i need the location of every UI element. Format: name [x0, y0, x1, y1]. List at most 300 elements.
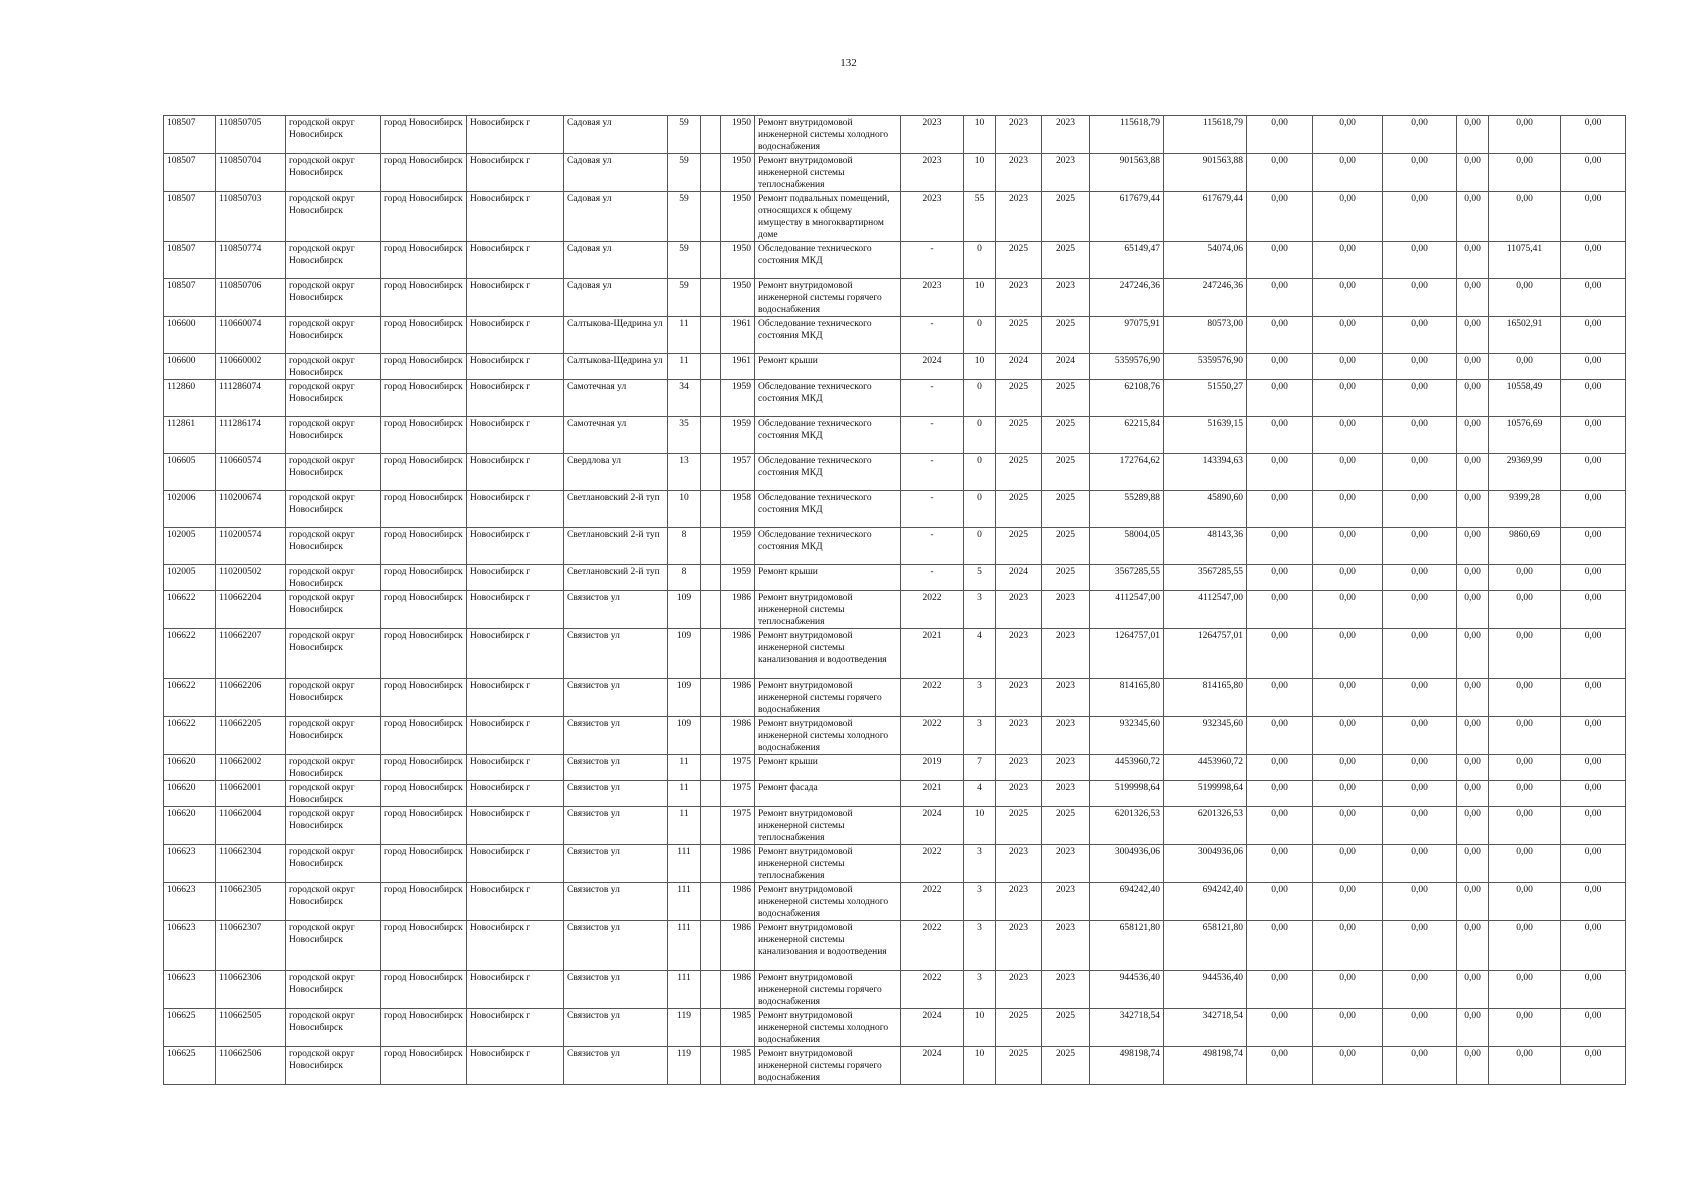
cell-wear: 3: [964, 679, 996, 717]
cell-total-cost: 932345,60: [1090, 717, 1164, 755]
cell-wear: 0: [964, 317, 996, 354]
cell-building: [701, 454, 721, 491]
cell-year-built: 1985: [721, 1009, 755, 1047]
cell-wear: 10: [964, 116, 996, 154]
cell-house-number: 59: [668, 116, 701, 154]
cell-plan-start: 2025: [996, 454, 1042, 491]
cell-year-built: 1986: [721, 717, 755, 755]
cell-settlement: город Новосибирск: [381, 192, 467, 242]
table-row: [164, 781, 1626, 807]
cell-plan-end: 2025: [1042, 565, 1090, 591]
cell-plan-end: 2025: [1042, 242, 1090, 279]
cell-regional-budget: 0,00: [1313, 591, 1383, 629]
cell-building: [701, 883, 721, 921]
cell-wear: 0: [964, 528, 996, 565]
cell-extra: 0,00: [1561, 717, 1626, 755]
cell-last-repair-year: 2023: [901, 116, 964, 154]
cell-plan-end: 2023: [1042, 629, 1090, 679]
cell-municipality: городской округ Новосибирск: [286, 154, 381, 192]
cell-house-code: 106622: [164, 629, 216, 679]
cell-plan-start: 2025: [996, 417, 1042, 454]
cell-local-budget: 0,00: [1383, 883, 1457, 921]
cell-municipality: городской округ Новосибирск: [286, 380, 381, 417]
cell-federal-budget: 0,00: [1247, 971, 1313, 1009]
cell-work-type: Обследование технического состояния МКД: [755, 454, 901, 491]
cell-house-number: 111: [668, 883, 701, 921]
cell-locality: Новосибирск г: [467, 781, 564, 807]
cell-total-cost: 498198,74: [1090, 1047, 1164, 1085]
cell-work-code: 110850704: [216, 154, 286, 192]
cell-fund-amount: 5199998,64: [1164, 781, 1247, 807]
cell-local-budget: 0,00: [1383, 591, 1457, 629]
cell-year-built: 1950: [721, 279, 755, 317]
cell-fund-amount: 51550,27: [1164, 380, 1247, 417]
cell-federal-budget: 0,00: [1247, 1047, 1313, 1085]
cell-locality: Новосибирск г: [467, 845, 564, 883]
cell-total-cost: 5199998,64: [1090, 781, 1164, 807]
cell-street: Самотечная ул: [564, 380, 668, 417]
cell-locality: Новосибирск г: [467, 1047, 564, 1085]
cell-total-cost: 342718,54: [1090, 1009, 1164, 1047]
cell-street: Садовая ул: [564, 116, 668, 154]
cell-building: [701, 807, 721, 845]
cell-last-repair-year: 2022: [901, 591, 964, 629]
cell-wear: 10: [964, 1047, 996, 1085]
cell-work-code: 110660002: [216, 354, 286, 380]
cell-regional-budget: 0,00: [1313, 380, 1383, 417]
cell-year-built: 1986: [721, 629, 755, 679]
cell-building: [701, 921, 721, 971]
cell-work-code: 110662205: [216, 717, 286, 755]
cell-settlement: город Новосибирск: [381, 971, 467, 1009]
cell-last-repair-year: -: [901, 242, 964, 279]
cell-plan-end: 2025: [1042, 1009, 1090, 1047]
cell-year-built: 1975: [721, 755, 755, 781]
cell-other: 0,00: [1457, 154, 1489, 192]
cell-work-code: 111286074: [216, 380, 286, 417]
cell-year-built: 1986: [721, 921, 755, 971]
cell-work-type: Обследование технического состояния МКД: [755, 317, 901, 354]
cell-last-repair-year: 2023: [901, 279, 964, 317]
cell-house-code: 106622: [164, 679, 216, 717]
cell-plan-start: 2023: [996, 629, 1042, 679]
cell-settlement: город Новосибирск: [381, 116, 467, 154]
cell-wear: 0: [964, 417, 996, 454]
cell-building: [701, 755, 721, 781]
cell-plan-start: 2023: [996, 192, 1042, 242]
cell-house-code: 106623: [164, 971, 216, 1009]
cell-other: 0,00: [1457, 781, 1489, 807]
cell-house-number: 111: [668, 845, 701, 883]
table-row: [164, 1047, 1626, 1085]
cell-settlement: город Новосибирск: [381, 154, 467, 192]
cell-other: 0,00: [1457, 1009, 1489, 1047]
cell-local-budget: 0,00: [1383, 971, 1457, 1009]
cell-wear: 10: [964, 354, 996, 380]
cell-municipality: городской округ Новосибирск: [286, 192, 381, 242]
cell-work-type: Ремонт внутридомовой инженерной системы холодного водоснабжения: [755, 1009, 901, 1047]
cell-owner-funds: 0,00: [1489, 679, 1561, 717]
cell-plan-end: 2023: [1042, 845, 1090, 883]
cell-federal-budget: 0,00: [1247, 417, 1313, 454]
cell-regional-budget: 0,00: [1313, 317, 1383, 354]
cell-extra: 0,00: [1561, 883, 1626, 921]
cell-last-repair-year: 2024: [901, 354, 964, 380]
cell-wear: 3: [964, 971, 996, 1009]
cell-building: [701, 1009, 721, 1047]
cell-fund-amount: 342718,54: [1164, 1009, 1247, 1047]
cell-extra: 0,00: [1561, 845, 1626, 883]
cell-building: [701, 354, 721, 380]
cell-house-code: 106623: [164, 921, 216, 971]
cell-year-built: 1950: [721, 116, 755, 154]
cell-extra: 0,00: [1561, 242, 1626, 279]
cell-year-built: 1986: [721, 679, 755, 717]
table-row: [164, 116, 1626, 154]
cell-work-type: Обследование технического состояния МКД: [755, 242, 901, 279]
cell-local-budget: 0,00: [1383, 629, 1457, 679]
cell-other: 0,00: [1457, 591, 1489, 629]
cell-local-budget: 0,00: [1383, 116, 1457, 154]
table-row: [164, 417, 1626, 454]
cell-locality: Новосибирск г: [467, 317, 564, 354]
cell-local-budget: 0,00: [1383, 528, 1457, 565]
cell-extra: 0,00: [1561, 565, 1626, 591]
cell-last-repair-year: -: [901, 417, 964, 454]
cell-plan-end: 2025: [1042, 528, 1090, 565]
cell-settlement: город Новосибирск: [381, 781, 467, 807]
cell-street: Садовая ул: [564, 154, 668, 192]
cell-settlement: город Новосибирск: [381, 807, 467, 845]
cell-wear: 3: [964, 883, 996, 921]
cell-local-budget: 0,00: [1383, 380, 1457, 417]
cell-municipality: городской округ Новосибирск: [286, 717, 381, 755]
cell-plan-start: 2023: [996, 781, 1042, 807]
cell-plan-start: 2025: [996, 491, 1042, 528]
cell-regional-budget: 0,00: [1313, 755, 1383, 781]
cell-house-number: 35: [668, 417, 701, 454]
cell-house-code: 108507: [164, 192, 216, 242]
cell-owner-funds: 16502,91: [1489, 317, 1561, 354]
cell-house-number: 34: [668, 380, 701, 417]
cell-work-code: 110850706: [216, 279, 286, 317]
cell-work-type: Ремонт внутридомовой инженерной системы канализования и водоотведения: [755, 629, 901, 679]
cell-federal-budget: 0,00: [1247, 717, 1313, 755]
cell-locality: Новосибирск г: [467, 971, 564, 1009]
cell-plan-start: 2025: [996, 807, 1042, 845]
cell-plan-start: 2025: [996, 380, 1042, 417]
cell-plan-end: 2023: [1042, 971, 1090, 1009]
cell-local-budget: 0,00: [1383, 755, 1457, 781]
cell-street: Связистов ул: [564, 781, 668, 807]
cell-fund-amount: 247246,36: [1164, 279, 1247, 317]
cell-municipality: городской округ Новосибирск: [286, 921, 381, 971]
cell-settlement: город Новосибирск: [381, 528, 467, 565]
cell-total-cost: 814165,80: [1090, 679, 1164, 717]
cell-wear: 0: [964, 491, 996, 528]
cell-house-code: 106620: [164, 781, 216, 807]
cell-work-code: 110662304: [216, 845, 286, 883]
cell-fund-amount: 143394,63: [1164, 454, 1247, 491]
cell-building: [701, 380, 721, 417]
cell-other: 0,00: [1457, 528, 1489, 565]
cell-other: 0,00: [1457, 242, 1489, 279]
cell-regional-budget: 0,00: [1313, 192, 1383, 242]
cell-house-number: 111: [668, 971, 701, 1009]
cell-other: 0,00: [1457, 279, 1489, 317]
cell-building: [701, 679, 721, 717]
cell-municipality: городской округ Новосибирск: [286, 417, 381, 454]
cell-fund-amount: 4112547,00: [1164, 591, 1247, 629]
table-row: [164, 154, 1626, 192]
cell-fund-amount: 944536,40: [1164, 971, 1247, 1009]
cell-building: [701, 781, 721, 807]
cell-work-code: 110662206: [216, 679, 286, 717]
cell-owner-funds: 0,00: [1489, 845, 1561, 883]
cell-plan-start: 2025: [996, 528, 1042, 565]
cell-last-repair-year: -: [901, 380, 964, 417]
cell-settlement: город Новосибирск: [381, 317, 467, 354]
cell-municipality: городской округ Новосибирск: [286, 883, 381, 921]
cell-owner-funds: 0,00: [1489, 807, 1561, 845]
cell-plan-start: 2025: [996, 1009, 1042, 1047]
cell-fund-amount: 1264757,01: [1164, 629, 1247, 679]
cell-local-budget: 0,00: [1383, 717, 1457, 755]
cell-federal-budget: 0,00: [1247, 591, 1313, 629]
cell-owner-funds: 9860,69: [1489, 528, 1561, 565]
cell-building: [701, 417, 721, 454]
cell-work-type: Обследование технического состояния МКД: [755, 380, 901, 417]
cell-municipality: городской округ Новосибирск: [286, 565, 381, 591]
cell-extra: 0,00: [1561, 807, 1626, 845]
cell-fund-amount: 80573,00: [1164, 317, 1247, 354]
cell-house-number: 13: [668, 454, 701, 491]
cell-house-code: 106620: [164, 807, 216, 845]
cell-house-code: 106600: [164, 317, 216, 354]
cell-work-code: 110662505: [216, 1009, 286, 1047]
cell-work-code: 110660074: [216, 317, 286, 354]
cell-house-number: 119: [668, 1047, 701, 1085]
cell-locality: Новосибирск г: [467, 921, 564, 971]
cell-year-built: 1957: [721, 454, 755, 491]
cell-owner-funds: 0,00: [1489, 883, 1561, 921]
cell-building: [701, 154, 721, 192]
cell-year-built: 1950: [721, 192, 755, 242]
cell-building: [701, 317, 721, 354]
cell-local-budget: 0,00: [1383, 417, 1457, 454]
cell-other: 0,00: [1457, 971, 1489, 1009]
cell-extra: 0,00: [1561, 1009, 1626, 1047]
cell-extra: 0,00: [1561, 417, 1626, 454]
cell-fund-amount: 3567285,55: [1164, 565, 1247, 591]
cell-total-cost: 4112547,00: [1090, 591, 1164, 629]
cell-municipality: городской округ Новосибирск: [286, 116, 381, 154]
cell-building: [701, 528, 721, 565]
cell-building: [701, 279, 721, 317]
cell-locality: Новосибирск г: [467, 279, 564, 317]
cell-street: Связистов ул: [564, 807, 668, 845]
cell-local-budget: 0,00: [1383, 781, 1457, 807]
cell-regional-budget: 0,00: [1313, 116, 1383, 154]
cell-house-number: 59: [668, 192, 701, 242]
cell-building: [701, 116, 721, 154]
cell-year-built: 1986: [721, 883, 755, 921]
cell-work-code: 110662506: [216, 1047, 286, 1085]
cell-work-type: Обследование технического состояния МКД: [755, 528, 901, 565]
cell-regional-budget: 0,00: [1313, 354, 1383, 380]
cell-owner-funds: 0,00: [1489, 591, 1561, 629]
cell-wear: 10: [964, 279, 996, 317]
cell-house-code: 106622: [164, 591, 216, 629]
cell-work-code: 110850705: [216, 116, 286, 154]
cell-municipality: городской округ Новосибирск: [286, 279, 381, 317]
cell-total-cost: 1264757,01: [1090, 629, 1164, 679]
cell-house-code: 108507: [164, 242, 216, 279]
cell-total-cost: 58004,05: [1090, 528, 1164, 565]
cell-street: Связистов ул: [564, 591, 668, 629]
cell-house-code: 106600: [164, 354, 216, 380]
cell-total-cost: 97075,91: [1090, 317, 1164, 354]
cell-last-repair-year: -: [901, 565, 964, 591]
table-row: [164, 1009, 1626, 1047]
cell-street: Связистов ул: [564, 679, 668, 717]
cell-fund-amount: 115618,79: [1164, 116, 1247, 154]
table-row: [164, 845, 1626, 883]
cell-year-built: 1986: [721, 591, 755, 629]
table-row: [164, 807, 1626, 845]
cell-total-cost: 4453960,72: [1090, 755, 1164, 781]
cell-work-type: Ремонт внутридомовой инженерной системы теплоснабжения: [755, 591, 901, 629]
cell-last-repair-year: 2022: [901, 921, 964, 971]
cell-federal-budget: 0,00: [1247, 317, 1313, 354]
cell-municipality: городской округ Новосибирск: [286, 242, 381, 279]
cell-locality: Новосибирск г: [467, 591, 564, 629]
cell-regional-budget: 0,00: [1313, 1009, 1383, 1047]
cell-municipality: городской округ Новосибирск: [286, 679, 381, 717]
cell-locality: Новосибирск г: [467, 380, 564, 417]
cell-settlement: город Новосибирск: [381, 242, 467, 279]
cell-regional-budget: 0,00: [1313, 565, 1383, 591]
cell-plan-end: 2025: [1042, 417, 1090, 454]
cell-work-type: Обследование технического состояния МКД: [755, 491, 901, 528]
cell-street: Садовая ул: [564, 192, 668, 242]
cell-locality: Новосибирск г: [467, 116, 564, 154]
cell-settlement: город Новосибирск: [381, 591, 467, 629]
cell-house-number: 11: [668, 354, 701, 380]
cell-other: 0,00: [1457, 717, 1489, 755]
cell-total-cost: 6201326,53: [1090, 807, 1164, 845]
cell-plan-start: 2025: [996, 242, 1042, 279]
cell-building: [701, 717, 721, 755]
cell-house-code: 106625: [164, 1009, 216, 1047]
cell-local-budget: 0,00: [1383, 317, 1457, 354]
cell-municipality: городской округ Новосибирск: [286, 354, 381, 380]
cell-work-code: 110662306: [216, 971, 286, 1009]
cell-regional-budget: 0,00: [1313, 1047, 1383, 1085]
cell-street: Светлановский 2-й туп: [564, 528, 668, 565]
cell-house-number: 8: [668, 528, 701, 565]
cell-plan-end: 2023: [1042, 717, 1090, 755]
cell-owner-funds: 0,00: [1489, 154, 1561, 192]
cell-federal-budget: 0,00: [1247, 242, 1313, 279]
cell-fund-amount: 6201326,53: [1164, 807, 1247, 845]
cell-federal-budget: 0,00: [1247, 781, 1313, 807]
cell-owner-funds: 0,00: [1489, 1009, 1561, 1047]
cell-municipality: городской округ Новосибирск: [286, 454, 381, 491]
cell-fund-amount: 932345,60: [1164, 717, 1247, 755]
cell-extra: 0,00: [1561, 591, 1626, 629]
cell-house-number: 109: [668, 629, 701, 679]
cell-house-number: 10: [668, 491, 701, 528]
cell-year-built: 1961: [721, 354, 755, 380]
cell-street: Светлановский 2-й туп: [564, 565, 668, 591]
cell-plan-end: 2023: [1042, 781, 1090, 807]
cell-extra: 0,00: [1561, 279, 1626, 317]
cell-federal-budget: 0,00: [1247, 192, 1313, 242]
cell-total-cost: 172764,62: [1090, 454, 1164, 491]
cell-wear: 3: [964, 845, 996, 883]
cell-extra: 0,00: [1561, 679, 1626, 717]
cell-plan-end: 2025: [1042, 491, 1090, 528]
cell-street: Связистов ул: [564, 1047, 668, 1085]
cell-federal-budget: 0,00: [1247, 1009, 1313, 1047]
cell-work-code: 111286174: [216, 417, 286, 454]
cell-regional-budget: 0,00: [1313, 807, 1383, 845]
cell-total-cost: 901563,88: [1090, 154, 1164, 192]
cell-settlement: город Новосибирск: [381, 717, 467, 755]
cell-work-code: 110662002: [216, 755, 286, 781]
capital-repair-table: [163, 115, 1626, 1085]
cell-plan-end: 2025: [1042, 380, 1090, 417]
cell-extra: 0,00: [1561, 528, 1626, 565]
cell-plan-start: 2023: [996, 883, 1042, 921]
cell-plan-end: 2023: [1042, 755, 1090, 781]
cell-last-repair-year: -: [901, 491, 964, 528]
cell-regional-budget: 0,00: [1313, 417, 1383, 454]
cell-local-budget: 0,00: [1383, 279, 1457, 317]
cell-work-code: 110662307: [216, 921, 286, 971]
cell-federal-budget: 0,00: [1247, 629, 1313, 679]
cell-work-type: Ремонт фасада: [755, 781, 901, 807]
cell-wear: 3: [964, 717, 996, 755]
cell-federal-budget: 0,00: [1247, 116, 1313, 154]
cell-wear: 0: [964, 380, 996, 417]
cell-settlement: город Новосибирск: [381, 491, 467, 528]
page-number: 132: [840, 57, 857, 69]
cell-year-built: 1959: [721, 528, 755, 565]
cell-municipality: городской округ Новосибирск: [286, 591, 381, 629]
cell-local-budget: 0,00: [1383, 807, 1457, 845]
cell-federal-budget: 0,00: [1247, 454, 1313, 491]
cell-wear: 7: [964, 755, 996, 781]
cell-owner-funds: 10576,69: [1489, 417, 1561, 454]
cell-locality: Новосибирск г: [467, 629, 564, 679]
cell-last-repair-year: 2024: [901, 807, 964, 845]
cell-federal-budget: 0,00: [1247, 845, 1313, 883]
cell-settlement: город Новосибирск: [381, 380, 467, 417]
table-row: [164, 755, 1626, 781]
cell-work-type: Ремонт крыши: [755, 755, 901, 781]
cell-municipality: городской округ Новосибирск: [286, 1047, 381, 1085]
cell-last-repair-year: 2024: [901, 1009, 964, 1047]
cell-year-built: 1958: [721, 491, 755, 528]
cell-plan-end: 2024: [1042, 354, 1090, 380]
table-row: [164, 679, 1626, 717]
cell-settlement: город Новосибирск: [381, 1047, 467, 1085]
cell-locality: Новосибирск г: [467, 883, 564, 921]
cell-federal-budget: 0,00: [1247, 807, 1313, 845]
cell-plan-end: 2023: [1042, 679, 1090, 717]
